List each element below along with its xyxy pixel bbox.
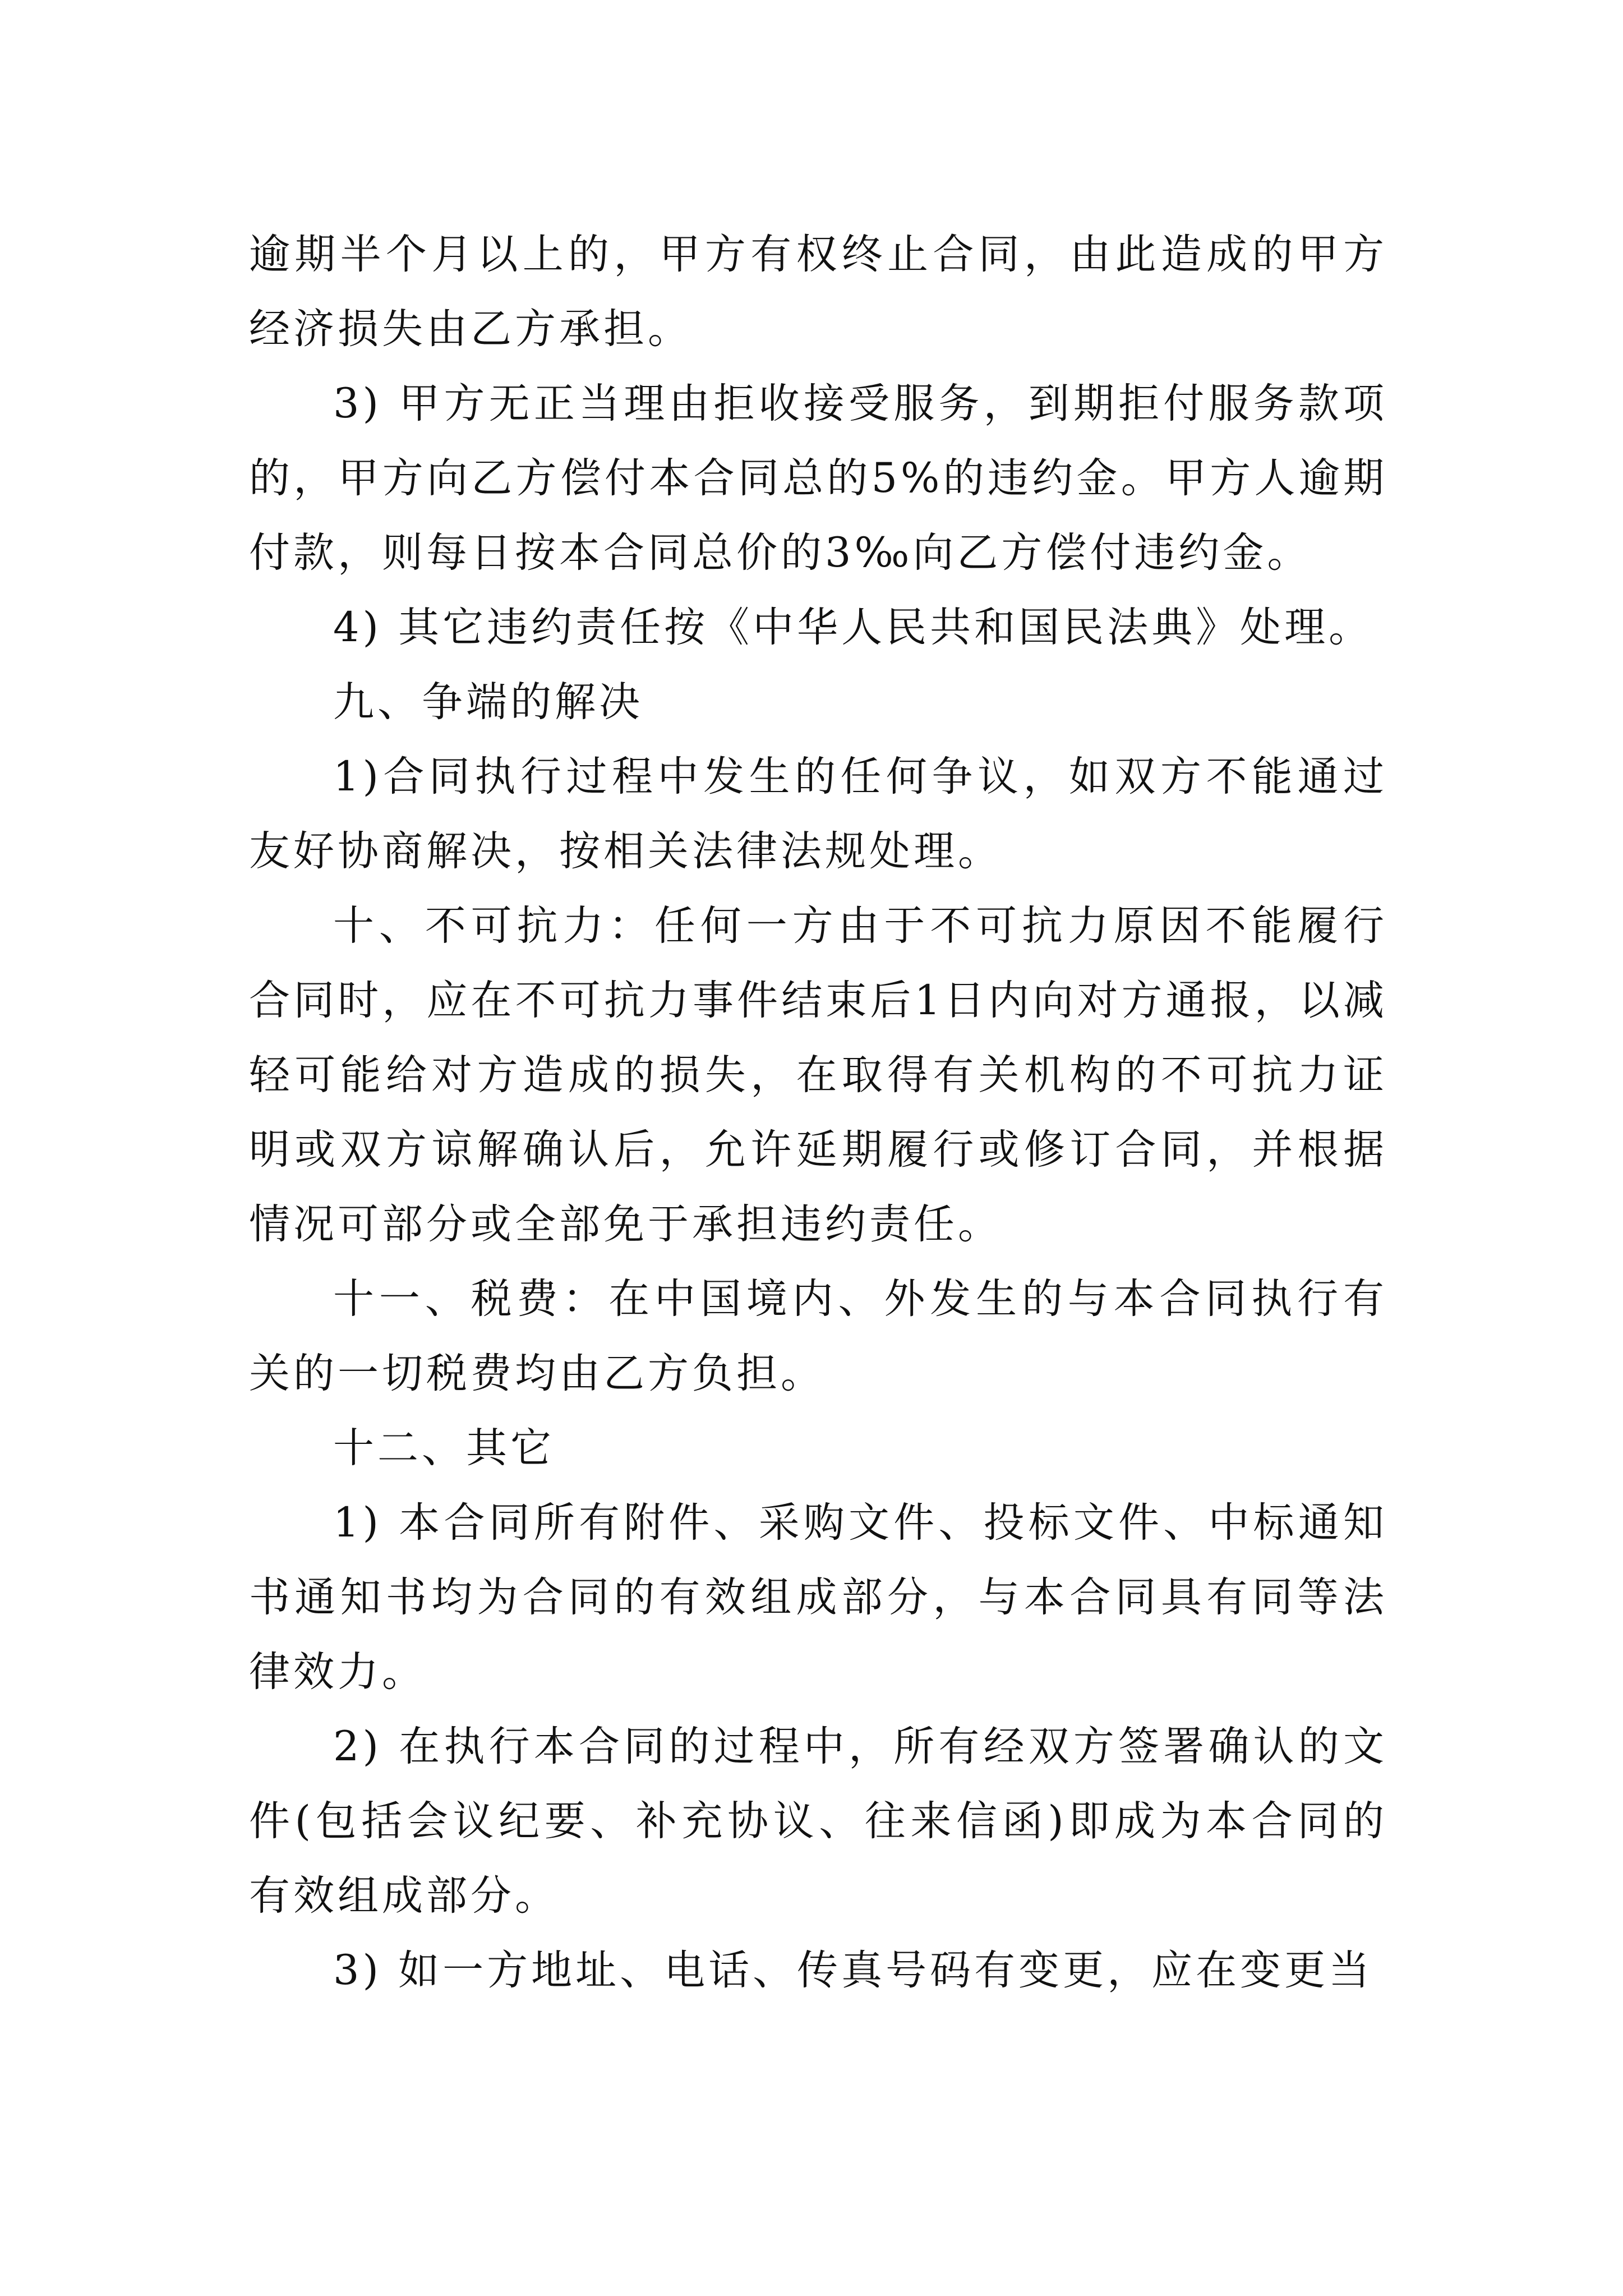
section-force-majeure: 十、不可抗力：任何一方由于不可抗力原因不能履行合同时，应在不可抗力事件结束后1日内向对方通报，以减轻可能给对方造成的损失，在取得有关机构的不可抗力证明或双方谅解确认后，允许延期履行或修订合同，并根据情况可部分或全部免于承担违约责任。: [249, 902, 1387, 1248]
section-heading-dispute-resolution: 九、争端的解决: [333, 678, 643, 726]
document-body: [249, 217, 1387, 2008]
section-heading-other: 十二、其它: [333, 1424, 555, 1472]
paragraph-clause-3-refusal: 3) 甲方无正当理由拒收接受服务，到期拒付服务款项的，甲方向乙方偿付本合同总的5%的违约金。甲方人逾期付款，则每日按本合同总价的3‰向乙方偿付违约金。: [249, 380, 1387, 577]
paragraph-other-clause-3: 3) 如一方地址、电话、传真号码有变更，应在变更当: [333, 1947, 1373, 1994]
section-taxes: 十一、税费：在中国境内、外发生的与本合同执行有关的一切税费均由乙方负担。: [249, 1275, 1387, 1397]
paragraph-dispute-clause-1: 1)合同执行过程中发生的任何争议，如双方不能通过友好协商解决，按相关法律法规处理。: [249, 753, 1387, 875]
paragraph-other-clause-1: 1) 本合同所有附件、采购文件、投标文件、中标通知书通知书均为合同的有效组成部分，与本合同具有同等法律效力。: [249, 1499, 1387, 1696]
paragraph-overdue-termination: 逾期半个月以上的，甲方有权终止合同，由此造成的甲方经济损失由乙方承担。: [249, 231, 1387, 353]
paragraph-other-clause-2: 2) 在执行本合同的过程中，所有经双方签署确认的文件(包括会议纪要、补充协议、往来信函)即成为本合同的有效组成部分。: [249, 1723, 1387, 1920]
paragraph-clause-4-other-liability: 4) 其它违约责任按《中华人民共和国民法典》处理。: [333, 604, 1373, 651]
